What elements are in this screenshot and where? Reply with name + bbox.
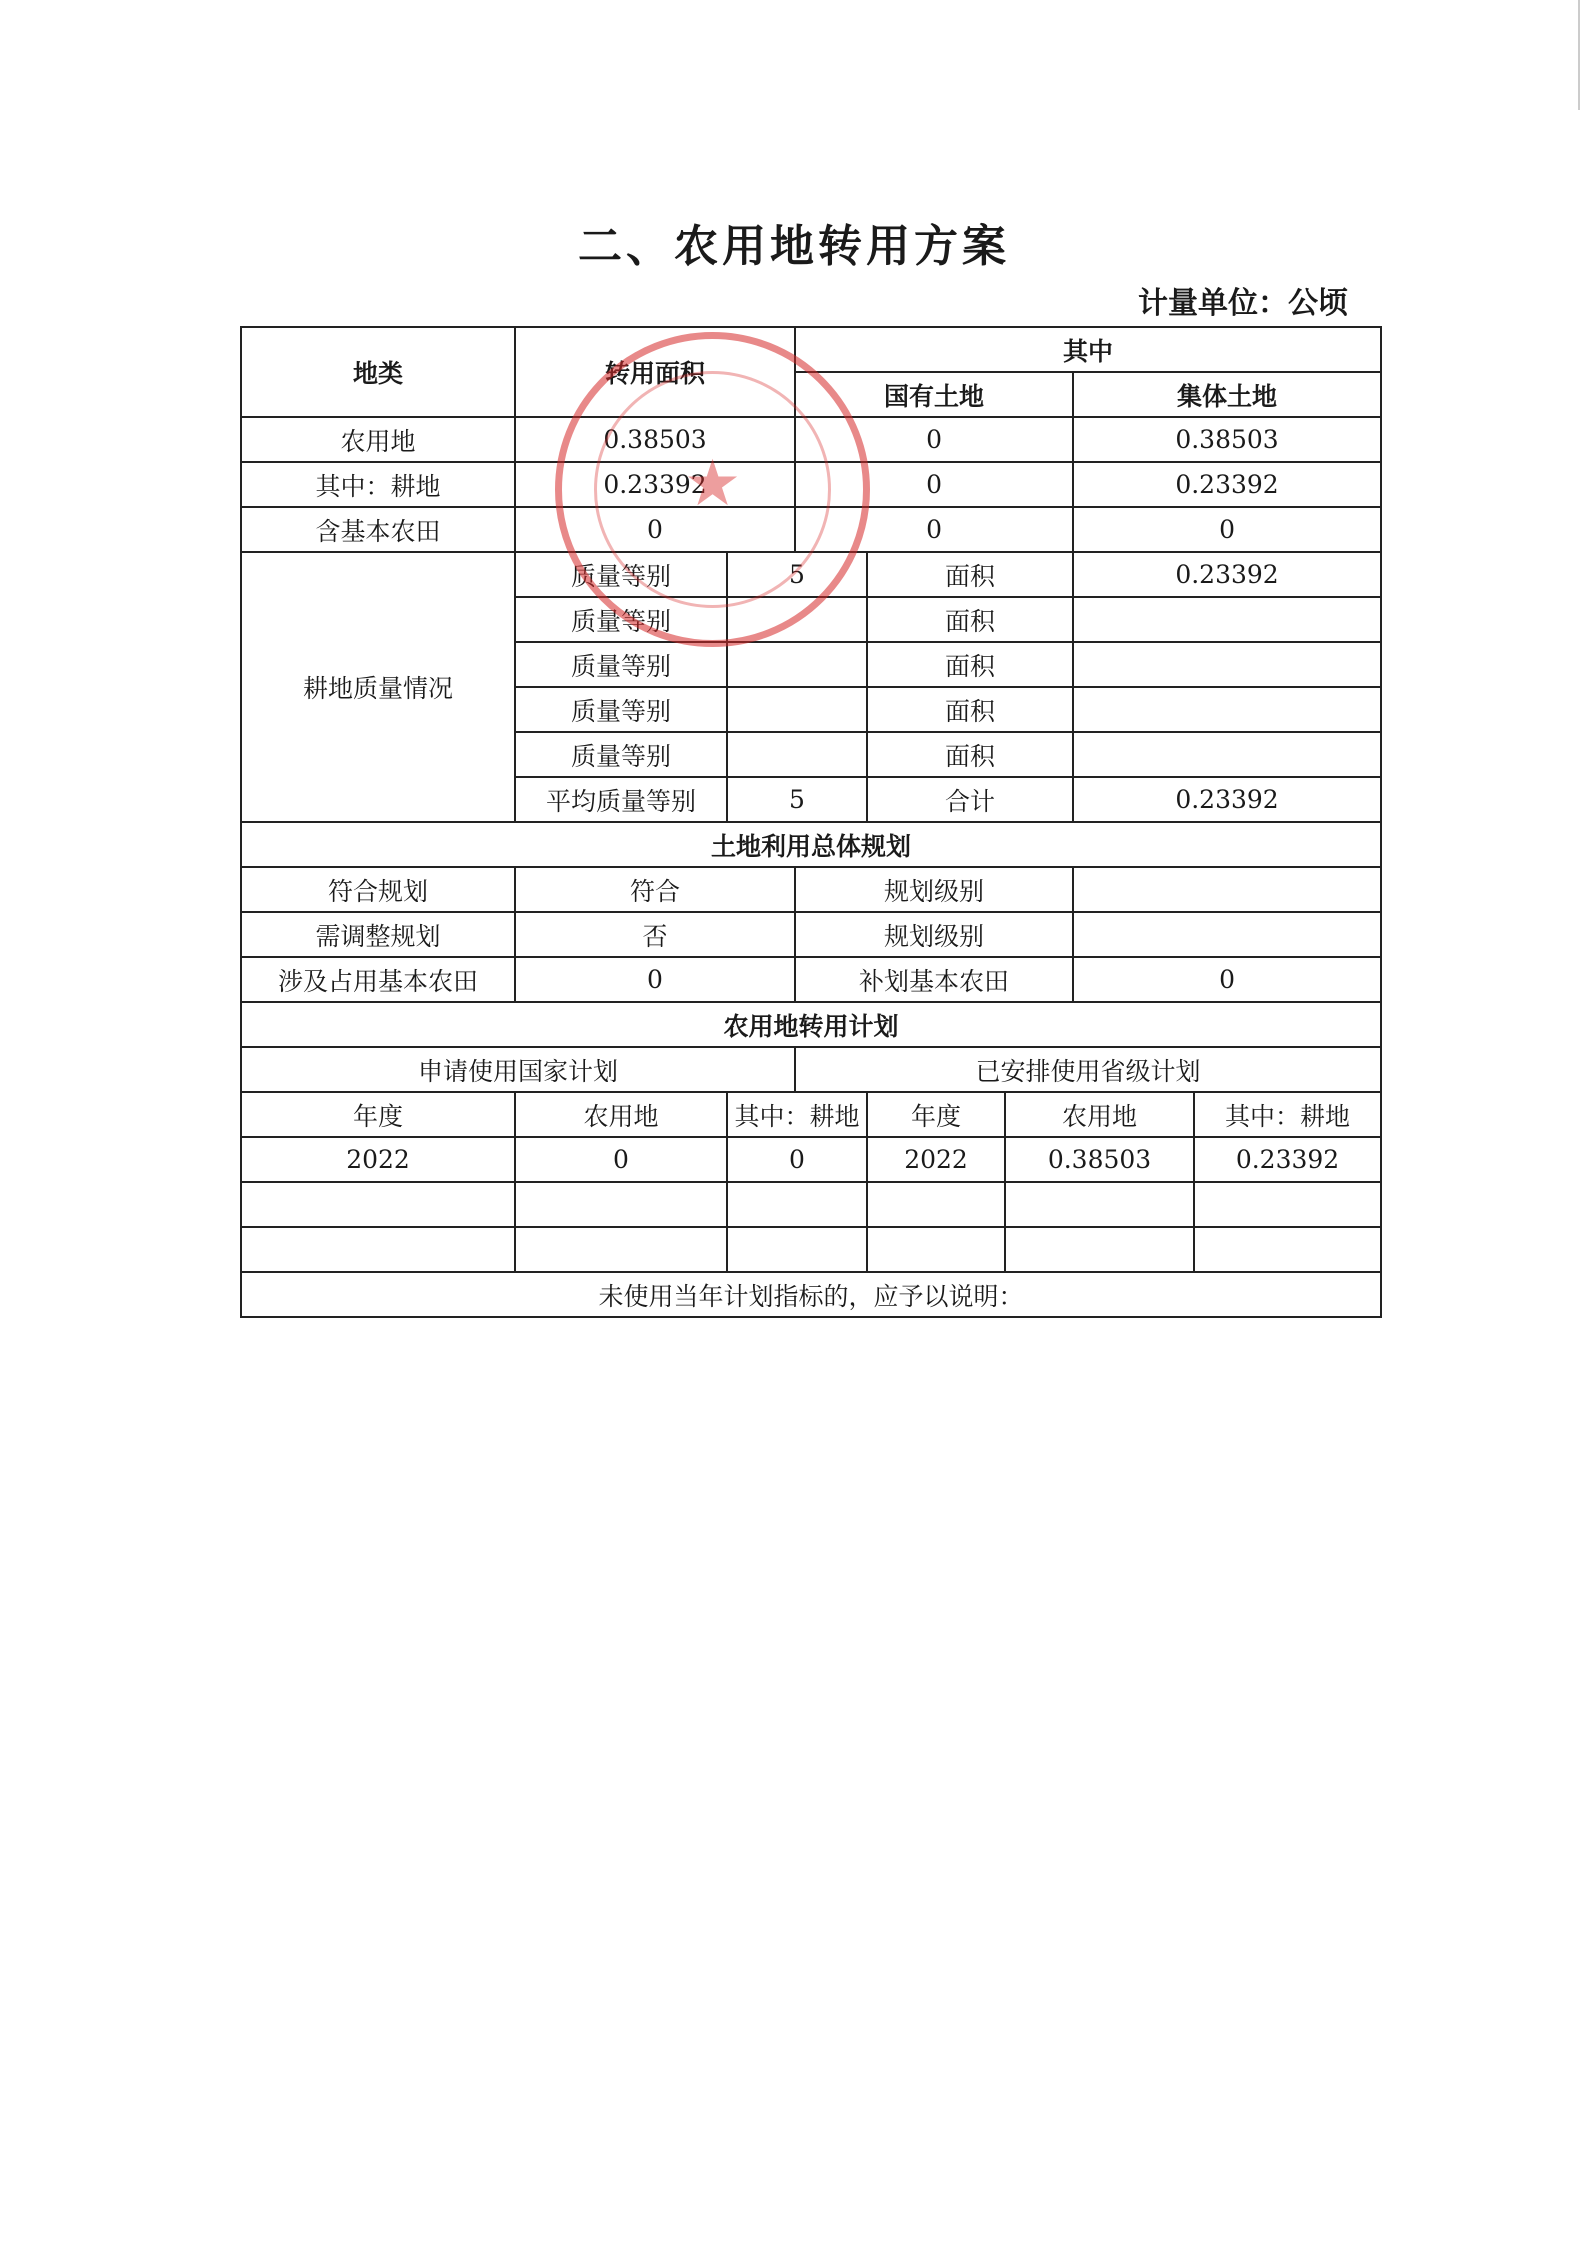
conversion-plan-heading: 农用地转用计划	[241, 1002, 1381, 1047]
converted-area-value: 0	[515, 507, 795, 552]
col-year: 年度	[867, 1092, 1005, 1137]
total-value: 0.23392	[1073, 777, 1381, 822]
planning-level-label: 规划级别	[795, 867, 1073, 912]
plan-cell	[1194, 1182, 1381, 1227]
area-value	[1073, 687, 1381, 732]
converted-area-value: 0.23392	[515, 462, 795, 507]
area-value: 0.23392	[1073, 552, 1381, 597]
row-label: 其中：耕地	[241, 462, 515, 507]
header-state-land: 国有土地	[795, 372, 1073, 417]
planning-level-label: 规划级别	[795, 912, 1073, 957]
plan-cell	[515, 1182, 727, 1227]
explanation-text: 未使用当年计划指标的，应予以说明：	[598, 1281, 1024, 1311]
planning-value: 否	[515, 912, 795, 957]
plan-cell	[1005, 1227, 1194, 1272]
area-value	[1073, 597, 1381, 642]
table-row	[241, 507, 1381, 552]
avg-grade-value: 5	[727, 777, 867, 822]
col-farmland: 农用地	[515, 1092, 727, 1137]
collective-land-value: 0.23392	[1073, 462, 1381, 507]
plan-cell: 2022	[241, 1137, 515, 1182]
planning-row	[241, 867, 1381, 912]
grade-label: 质量等别	[515, 732, 727, 777]
page-title: 二、农用地转用方案	[578, 221, 1010, 272]
planning-level-value	[1073, 867, 1381, 912]
state-land-value: 0	[795, 417, 1073, 462]
header-collective-land: 集体土地	[1073, 372, 1381, 417]
grade-label: 质量等别	[515, 552, 727, 597]
plan-cell	[241, 1227, 515, 1272]
col-cultivated: 其中：耕地	[727, 1092, 867, 1137]
grade-value	[727, 642, 867, 687]
plan-cell	[1005, 1182, 1194, 1227]
col-year: 年度	[241, 1092, 515, 1137]
grade-value: 5	[727, 552, 867, 597]
plan-cell	[515, 1227, 727, 1272]
area-label: 面积	[867, 597, 1073, 642]
plan-row	[241, 1137, 1381, 1182]
planning-label: 符合规划	[241, 867, 515, 912]
plan-cell	[241, 1182, 515, 1227]
planning-value: 符合	[515, 867, 795, 912]
plan-cell: 0	[515, 1137, 727, 1182]
quality-row	[241, 552, 1381, 597]
plan-row	[241, 1227, 1381, 1272]
converted-area-value: 0.38503	[515, 417, 795, 462]
col-farmland: 农用地	[1005, 1092, 1194, 1137]
total-label: 合计	[867, 777, 1073, 822]
provincial-plan-header: 已安排使用省级计划	[795, 1047, 1381, 1092]
plan-cell: 0.23392	[1194, 1137, 1381, 1182]
planning-heading: 土地利用总体规划	[241, 822, 1381, 867]
area-label: 面积	[867, 732, 1073, 777]
row-label: 含基本农田	[241, 507, 515, 552]
header-among: 其中	[795, 327, 1381, 372]
collective-land-value: 0	[1073, 507, 1381, 552]
land-conversion-table	[240, 326, 1382, 1318]
header-landtype: 地类	[241, 327, 515, 417]
row-label: 农用地	[241, 417, 515, 462]
header-converted-area: 转用面积	[515, 327, 795, 417]
col-cultivated: 其中：耕地	[1194, 1092, 1381, 1137]
planning-value: 0	[515, 957, 795, 1002]
grade-value	[727, 687, 867, 732]
plan-cell	[727, 1227, 867, 1272]
plan-cell: 0	[727, 1137, 867, 1182]
plan-cell: 2022	[867, 1137, 1005, 1182]
planning-row	[241, 912, 1381, 957]
planning-row	[241, 957, 1381, 1002]
state-land-value: 0	[795, 462, 1073, 507]
star-icon: ★	[683, 447, 742, 521]
measurement-unit: 计量单位：公顷	[1138, 286, 1348, 321]
plan-cell	[1194, 1227, 1381, 1272]
plan-cell	[867, 1182, 1005, 1227]
state-land-value: 0	[795, 507, 1073, 552]
plan-row	[241, 1182, 1381, 1227]
planning-label: 涉及占用基本农田	[241, 957, 515, 1002]
grade-label: 质量等别	[515, 642, 727, 687]
national-plan-header: 申请使用国家计划	[241, 1047, 795, 1092]
plan-cell	[727, 1182, 867, 1227]
planning-label: 需调整规划	[241, 912, 515, 957]
avg-grade-label: 平均质量等别	[515, 777, 727, 822]
scan-edge-mark	[1578, 0, 1580, 110]
area-value	[1073, 732, 1381, 777]
grade-label: 质量等别	[515, 597, 727, 642]
area-label: 面积	[867, 687, 1073, 732]
table-row	[241, 462, 1381, 507]
quality-section-label: 耕地质量情况	[241, 552, 515, 822]
plan-cell	[867, 1227, 1005, 1272]
area-label: 面积	[867, 642, 1073, 687]
plan-cell: 0.38503	[1005, 1137, 1194, 1182]
grade-value	[727, 732, 867, 777]
supplement-value: 0	[1073, 957, 1381, 1002]
grade-value	[727, 597, 867, 642]
grade-label: 质量等别	[515, 687, 727, 732]
area-value	[1073, 642, 1381, 687]
collective-land-value: 0.38503	[1073, 417, 1381, 462]
area-label: 面积	[867, 552, 1073, 597]
table-row	[241, 417, 1381, 462]
explanation-box	[241, 1272, 1381, 1317]
supplement-label: 补划基本农田	[795, 957, 1073, 1002]
planning-level-value	[1073, 912, 1381, 957]
